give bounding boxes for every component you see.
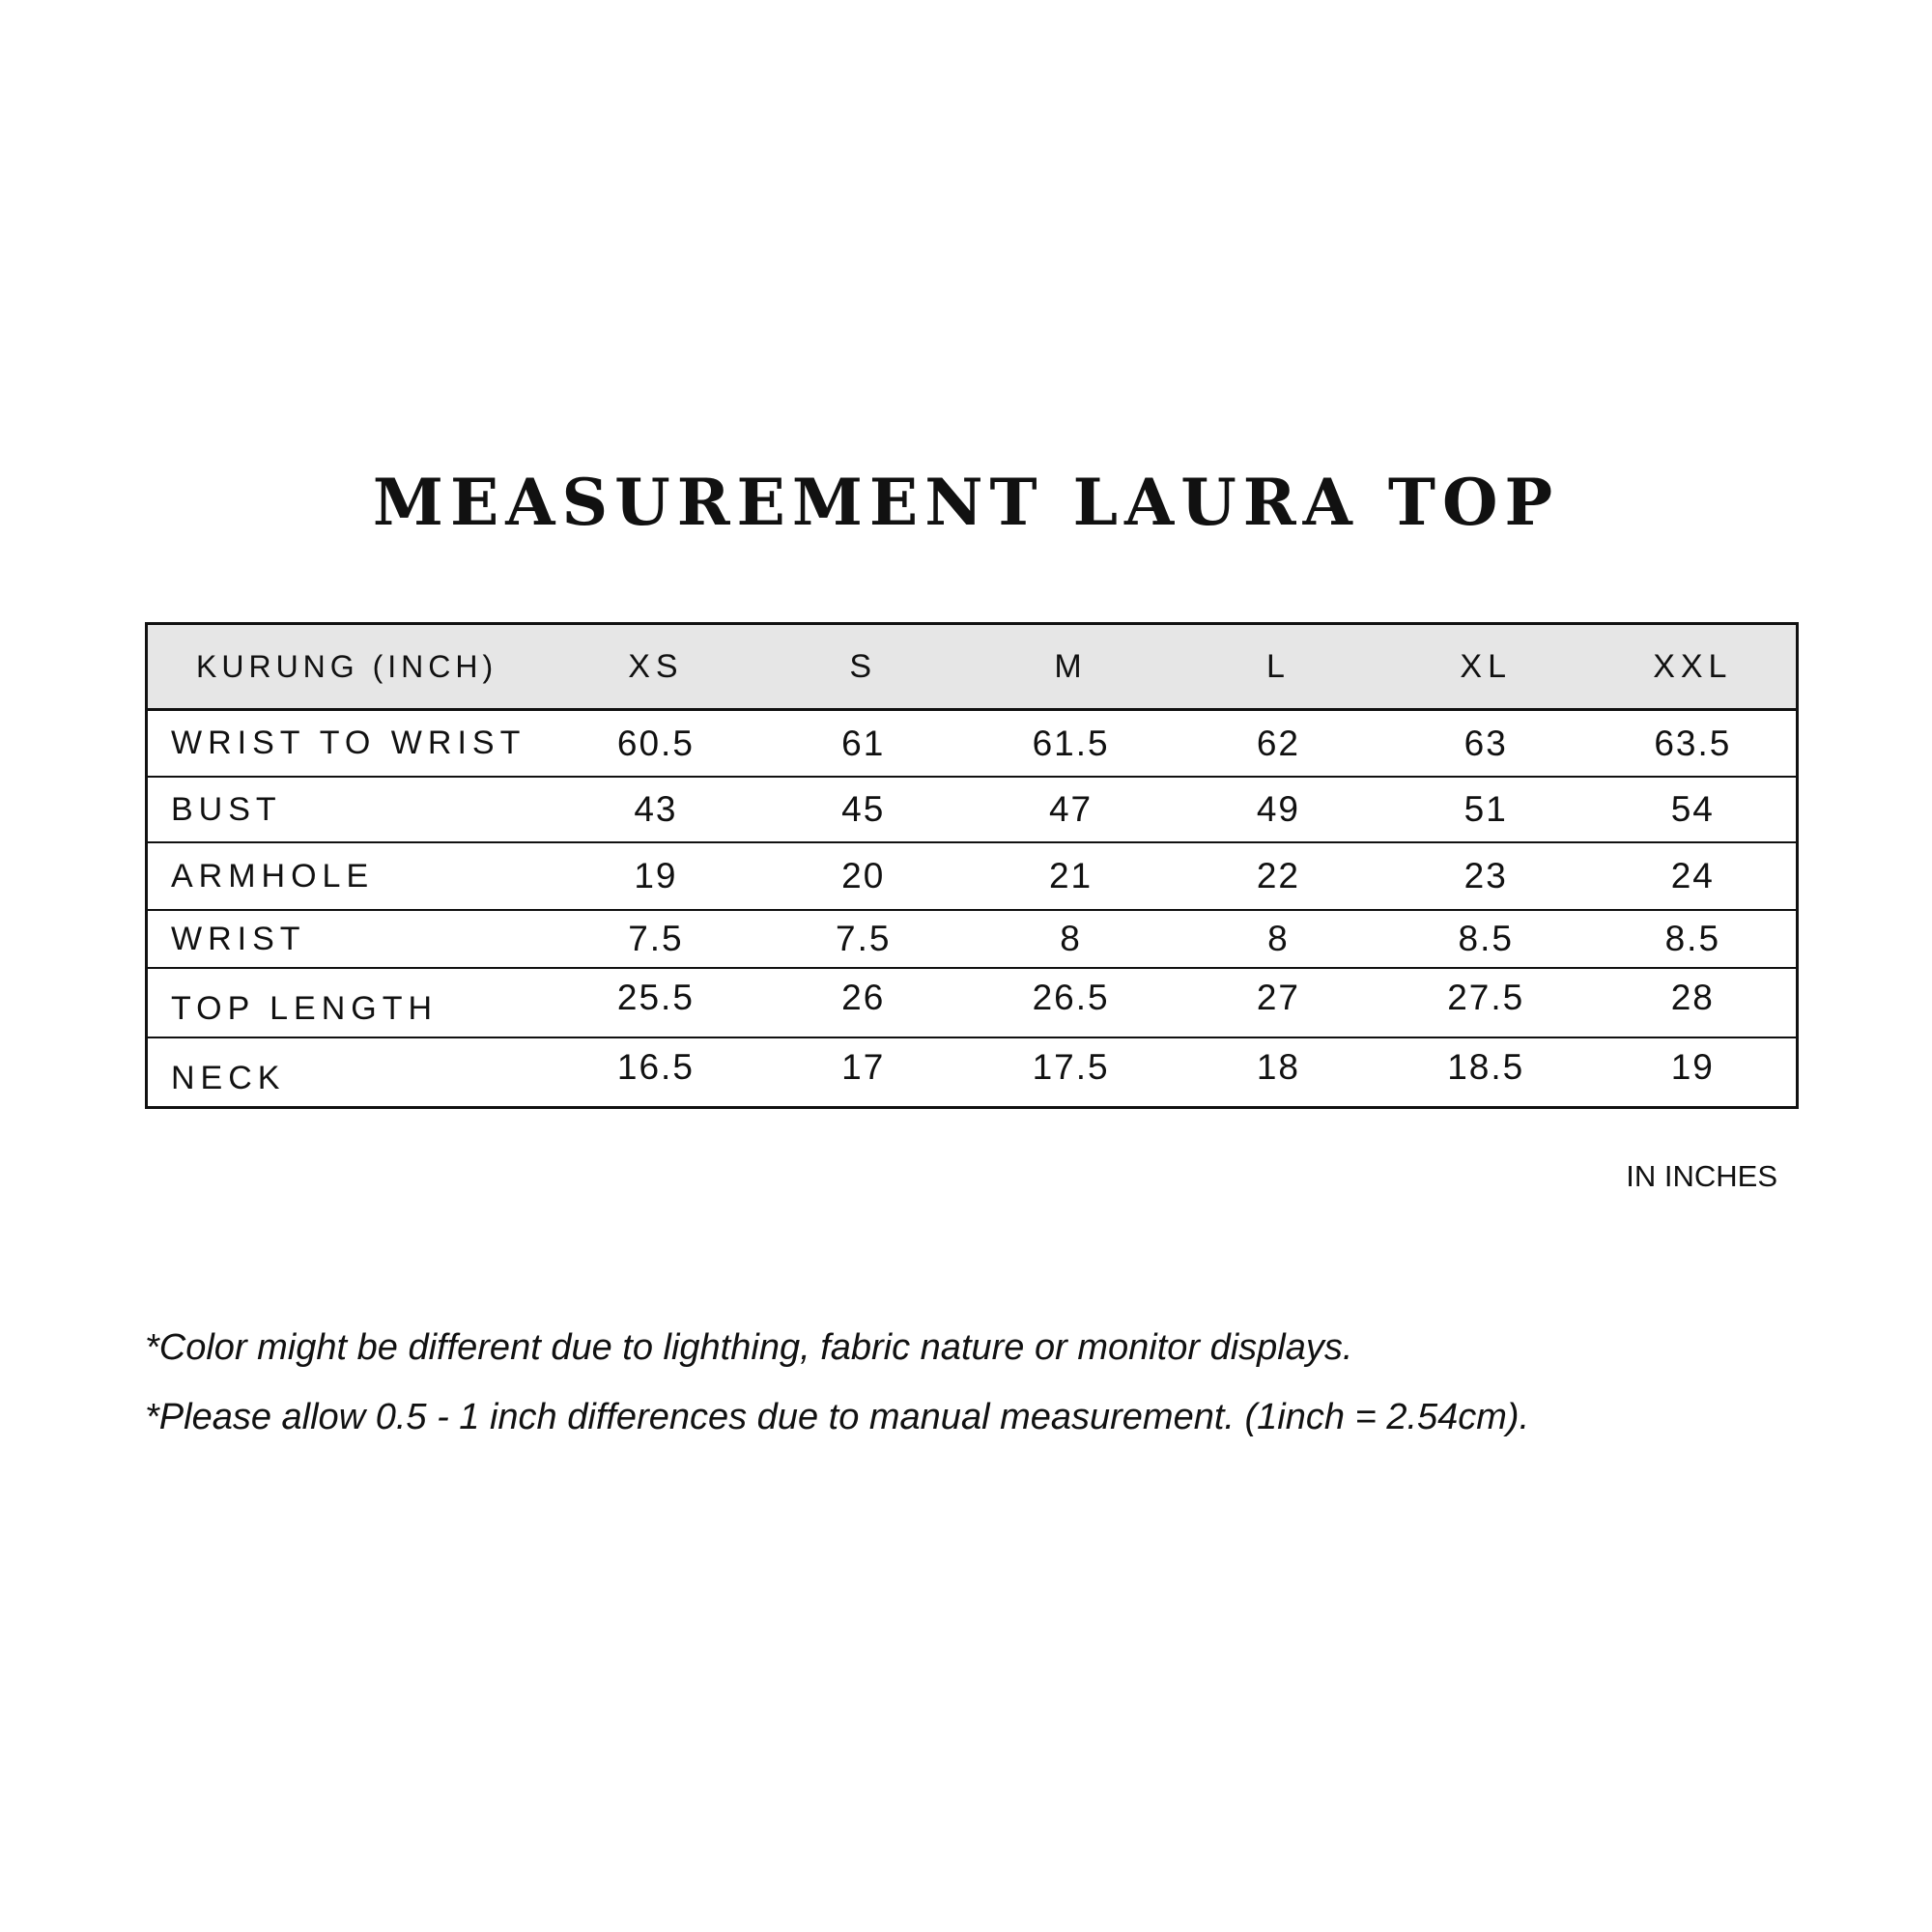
table-cell: 25.5 bbox=[553, 968, 760, 1037]
table-cell: 24 bbox=[1590, 842, 1798, 910]
table-cell: 61 bbox=[759, 710, 967, 778]
table-cell: 26 bbox=[759, 968, 967, 1037]
table-cell: 23 bbox=[1382, 842, 1590, 910]
footnote-color: *Color might be different due to lighthing, fabric nature or monitor displays. bbox=[145, 1327, 1353, 1368]
table-cell: 22 bbox=[1175, 842, 1382, 910]
row-label: ARMHOLE bbox=[147, 842, 553, 910]
table-cell: 26.5 bbox=[967, 968, 1175, 1037]
table-cell: 27 bbox=[1175, 968, 1382, 1037]
table-row bbox=[147, 968, 1798, 1037]
table-cell: 19 bbox=[1670, 1047, 1715, 1087]
table-cell: 63.5 bbox=[1590, 710, 1798, 778]
unit-note: IN INCHES bbox=[1626, 1159, 1777, 1193]
table-cell: 17 bbox=[841, 1047, 886, 1087]
table-cell: 7.5 bbox=[759, 910, 967, 968]
row-label: BUST bbox=[147, 777, 553, 842]
table-cell: 16.5 bbox=[616, 1047, 695, 1087]
table-row bbox=[147, 710, 1798, 778]
table-cell: 61.5 bbox=[967, 710, 1175, 778]
table-cell: 43 bbox=[553, 777, 760, 842]
table-cell: 8 bbox=[967, 910, 1175, 968]
table-cell: 19 bbox=[553, 842, 760, 910]
table-cell: 60.5 bbox=[553, 710, 760, 778]
page-title: MEASUREMENT LAURA TOP bbox=[372, 465, 1560, 540]
size-header-m: M bbox=[967, 624, 1175, 710]
table-cell: 20 bbox=[759, 842, 967, 910]
table-cell: 51 bbox=[1382, 777, 1590, 842]
table-cell: 21 bbox=[967, 842, 1175, 910]
table-cell: 45 bbox=[759, 777, 967, 842]
header-label-cell: KURUNG (INCH) bbox=[147, 624, 553, 710]
size-chart-table bbox=[145, 622, 1799, 1109]
table-cell: 18.5 bbox=[1447, 1047, 1525, 1087]
footnote-measurement: *Please allow 0.5 - 1 inch differences due to manual measurement. (1inch = 2.54cm). bbox=[145, 1397, 1530, 1437]
row-label: WRIST bbox=[147, 910, 553, 968]
size-header-s: S bbox=[759, 624, 967, 710]
table-cell: 7.5 bbox=[553, 910, 760, 968]
table-cell: 63 bbox=[1382, 710, 1590, 778]
table-cell: 18 bbox=[1256, 1047, 1300, 1087]
size-header-xxl: XXL bbox=[1590, 624, 1798, 710]
table-header-row bbox=[147, 624, 1798, 710]
row-label: NECK bbox=[171, 1059, 286, 1096]
table-cell: 28 bbox=[1590, 968, 1798, 1037]
table-cell: 8.5 bbox=[1590, 910, 1798, 968]
row-label: WRIST TO WRIST bbox=[147, 710, 553, 778]
table-cell: 47 bbox=[967, 777, 1175, 842]
table-cell: 49 bbox=[1175, 777, 1382, 842]
table-cell: 54 bbox=[1590, 777, 1798, 842]
table-cell: 8 bbox=[1175, 910, 1382, 968]
table-row bbox=[147, 1037, 1798, 1108]
table-cell: 62 bbox=[1175, 710, 1382, 778]
footnotes bbox=[145, 1325, 1835, 1464]
table-row bbox=[147, 777, 1798, 842]
size-header-xl: XL bbox=[1382, 624, 1590, 710]
table-cell: 8.5 bbox=[1382, 910, 1590, 968]
table-cell: 27.5 bbox=[1382, 968, 1590, 1037]
size-header-xs: XS bbox=[553, 624, 760, 710]
table-cell: 17.5 bbox=[1032, 1047, 1110, 1087]
table-row bbox=[147, 910, 1798, 968]
size-header-l: L bbox=[1175, 624, 1382, 710]
table-row bbox=[147, 842, 1798, 910]
row-label: TOP LENGTH bbox=[147, 968, 553, 1037]
